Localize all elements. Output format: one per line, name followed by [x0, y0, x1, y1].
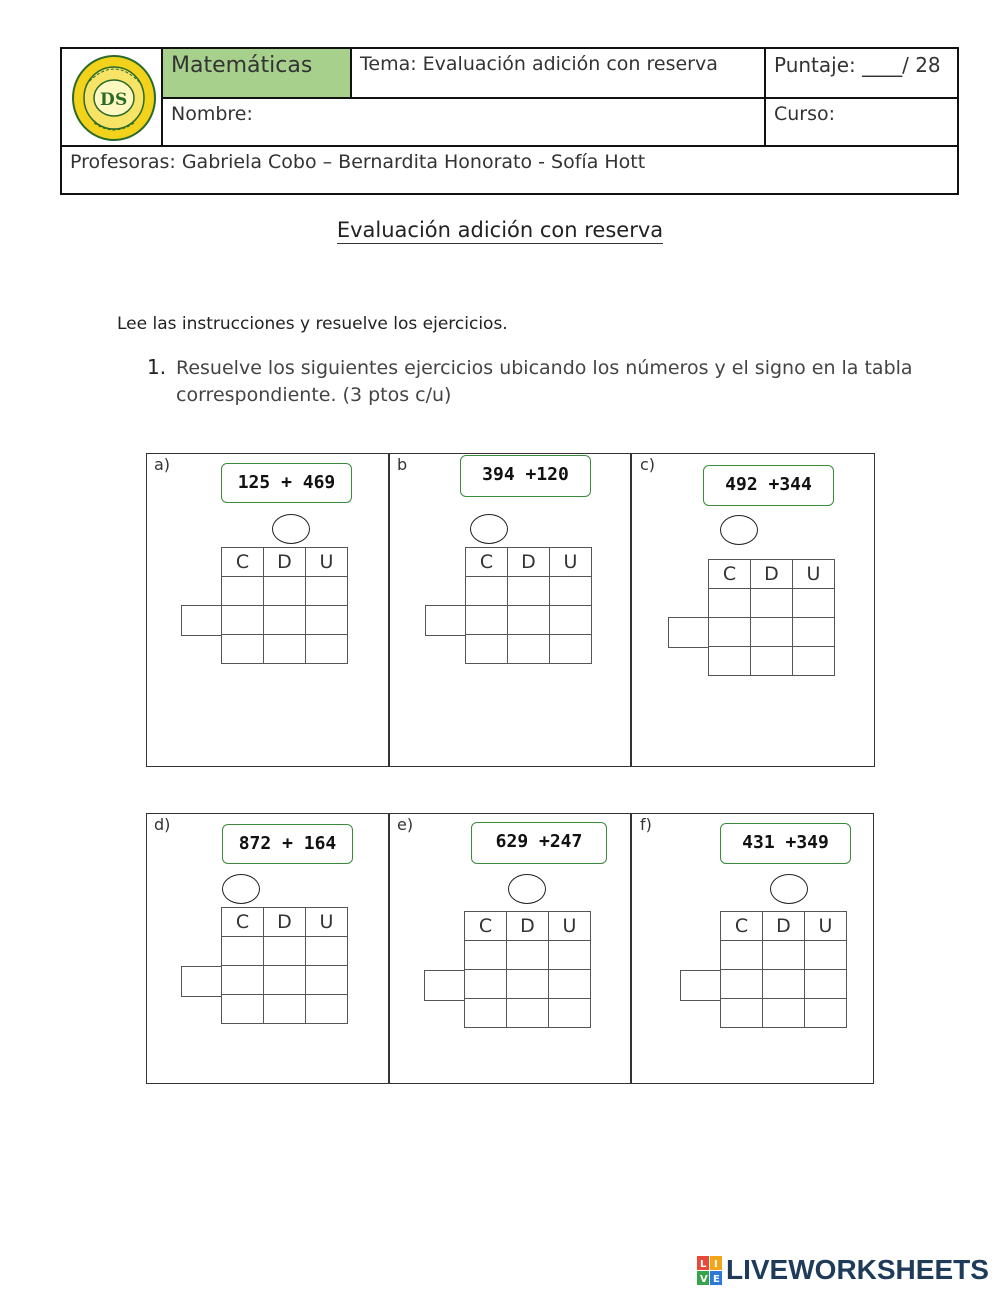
cell-input[interactable]	[507, 970, 549, 999]
header-c: C	[721, 912, 763, 941]
school-logo	[72, 55, 156, 141]
cell-input[interactable]	[805, 941, 847, 970]
cell-input[interactable]	[550, 635, 592, 664]
exercise-letter-c: c)	[640, 455, 656, 474]
operation-f: 431 +349	[742, 832, 829, 853]
operation-b: 394 +120	[482, 464, 569, 485]
exercise-letter-e: e)	[397, 815, 414, 834]
cdu-grid-e	[464, 911, 591, 1028]
header-u: U	[306, 548, 348, 577]
cell-input[interactable]	[550, 606, 592, 635]
instructions: Lee las instrucciones y resuelve los ejercicios.	[117, 314, 508, 334]
cell-input[interactable]	[721, 999, 763, 1028]
cell-input[interactable]	[264, 635, 306, 664]
operation-d: 872 + 164	[238, 833, 337, 854]
cell-input[interactable]	[507, 999, 549, 1028]
cell-input[interactable]	[306, 995, 348, 1024]
header-c: C	[709, 560, 751, 589]
score-label: Puntaje: ____/ 28	[774, 53, 941, 77]
cell-input[interactable]	[793, 618, 835, 647]
sign-box-c[interactable]	[668, 617, 709, 648]
cell-input[interactable]	[466, 606, 508, 635]
operation-box-e	[471, 822, 607, 864]
operation-box-c	[703, 465, 834, 506]
cell-input[interactable]	[508, 606, 550, 635]
cell-input[interactable]	[222, 635, 264, 664]
cell-input[interactable]	[306, 577, 348, 606]
cell-input[interactable]	[549, 999, 591, 1028]
course-cell	[766, 99, 959, 145]
cell-input[interactable]	[508, 577, 550, 606]
operation-box-a	[221, 463, 352, 503]
sign-circle-b[interactable]	[470, 514, 508, 544]
sign-box-b[interactable]	[425, 605, 466, 636]
course-label: Curso:	[774, 103, 836, 125]
sign-circle-c[interactable]	[720, 515, 758, 545]
header-c: C	[222, 908, 264, 937]
operation-a: 125 + 469	[237, 472, 336, 493]
sign-box-d[interactable]	[181, 966, 222, 997]
cell-input[interactable]	[264, 577, 306, 606]
cdu-grid-d	[221, 907, 348, 1024]
sign-box-e[interactable]	[424, 970, 465, 1001]
logo-letter-l: L	[700, 1259, 707, 1270]
cell-input[interactable]	[466, 635, 508, 664]
cell-input[interactable]	[222, 606, 264, 635]
cell-input[interactable]	[721, 941, 763, 970]
operation-box-d	[222, 824, 353, 864]
cell-input[interactable]	[805, 970, 847, 999]
operation-c: 492 +344	[725, 474, 812, 495]
header-c: C	[466, 548, 508, 577]
cell-input[interactable]	[264, 937, 306, 966]
cell-input[interactable]	[222, 995, 264, 1024]
exercise-letter-a: a)	[154, 455, 171, 474]
cdu-grid-f	[720, 911, 847, 1028]
worksheet-title	[0, 218, 1000, 242]
header-d: D	[763, 912, 805, 941]
cell-input[interactable]	[264, 995, 306, 1024]
subject-cell	[163, 49, 350, 97]
header-u: U	[306, 908, 348, 937]
logo-letter-i: I	[714, 1259, 718, 1270]
liveworksheets-logo-icon	[697, 1256, 723, 1286]
operation-box-b	[460, 455, 591, 497]
cell-input[interactable]	[465, 941, 507, 970]
exercise-letter-f: f)	[640, 815, 652, 834]
cdu-grid-c	[708, 559, 835, 676]
cell-input[interactable]	[709, 589, 751, 618]
cell-input[interactable]	[466, 577, 508, 606]
header-d: D	[264, 908, 306, 937]
question-text: Resuelve los siguientes ejercicios ubicando los números y el signo en la tabla correspondiente. (3 ptos c/u)	[176, 357, 913, 406]
sign-circle-f[interactable]	[770, 874, 808, 904]
sign-circle-e[interactable]	[508, 874, 546, 904]
score-cell	[766, 49, 959, 97]
cell-input[interactable]	[763, 970, 805, 999]
cell-input[interactable]	[751, 589, 793, 618]
cell-input[interactable]	[805, 999, 847, 1028]
operation-e: 629 +247	[495, 831, 583, 852]
header-u: U	[550, 548, 592, 577]
header-u: U	[793, 560, 835, 589]
cell-input[interactable]	[763, 941, 805, 970]
cell-input[interactable]	[507, 941, 549, 970]
cell-input[interactable]	[306, 937, 348, 966]
cell-input[interactable]	[465, 970, 507, 999]
svg-text:S: S	[115, 90, 128, 110]
logo-letter-v: V	[700, 1274, 708, 1285]
cell-input[interactable]	[721, 970, 763, 999]
cdu-grid-b	[465, 547, 592, 664]
header-d: D	[751, 560, 793, 589]
cell-input[interactable]	[264, 966, 306, 995]
cell-input[interactable]	[549, 970, 591, 999]
cdu-grid-a	[221, 547, 348, 664]
exercise-letter-b: b	[397, 455, 408, 474]
cell-input[interactable]	[793, 589, 835, 618]
name-label: Nombre:	[171, 103, 253, 125]
topic-cell	[352, 49, 764, 97]
cell-input[interactable]	[465, 999, 507, 1028]
cell-input[interactable]	[306, 635, 348, 664]
cell-input[interactable]	[222, 577, 264, 606]
cell-input[interactable]	[508, 635, 550, 664]
svg-text:D: D	[100, 90, 115, 110]
logo-letter-e: E	[713, 1274, 720, 1285]
sign-box-a[interactable]	[181, 605, 222, 636]
cell-input[interactable]	[306, 966, 348, 995]
cell-input[interactable]	[793, 647, 835, 676]
header-c: C	[465, 912, 507, 941]
header-d: D	[264, 548, 306, 577]
header-table	[60, 47, 959, 195]
teachers-cell	[62, 147, 957, 193]
exercise-letter-d: d)	[154, 815, 171, 834]
cell-input[interactable]	[264, 606, 306, 635]
cell-input[interactable]	[709, 647, 751, 676]
cell-input[interactable]	[222, 966, 264, 995]
header-u: U	[805, 912, 847, 941]
teachers-label: Profesoras: Gabriela Cobo – Bernardita Honorato - Sofía Hott	[70, 151, 646, 173]
sign-circle-d[interactable]	[222, 874, 260, 904]
sign-box-f[interactable]	[680, 970, 721, 1001]
worksheet-title-text: Evaluación adición con reserva	[336, 218, 664, 242]
header-d: D	[508, 548, 550, 577]
header-u: U	[549, 912, 591, 941]
subject-label: Matemáticas	[171, 53, 313, 78]
header-c: C	[222, 548, 264, 577]
name-cell	[163, 99, 763, 145]
topic-label: Tema: Evaluación adición con reserva	[360, 53, 718, 75]
cell-input[interactable]	[751, 618, 793, 647]
cell-input[interactable]	[549, 941, 591, 970]
cell-input[interactable]	[306, 606, 348, 635]
question-number: 1.	[147, 355, 167, 379]
cell-input[interactable]	[763, 999, 805, 1028]
cell-input[interactable]	[709, 618, 751, 647]
header-d: D	[507, 912, 549, 941]
cell-input[interactable]	[222, 937, 264, 966]
operation-box-f	[720, 823, 851, 864]
liveworksheets-brand: LIVEWORKSHEETS	[726, 1254, 989, 1285]
sign-circle-a[interactable]	[272, 514, 310, 544]
cell-input[interactable]	[751, 647, 793, 676]
cell-input[interactable]	[550, 577, 592, 606]
